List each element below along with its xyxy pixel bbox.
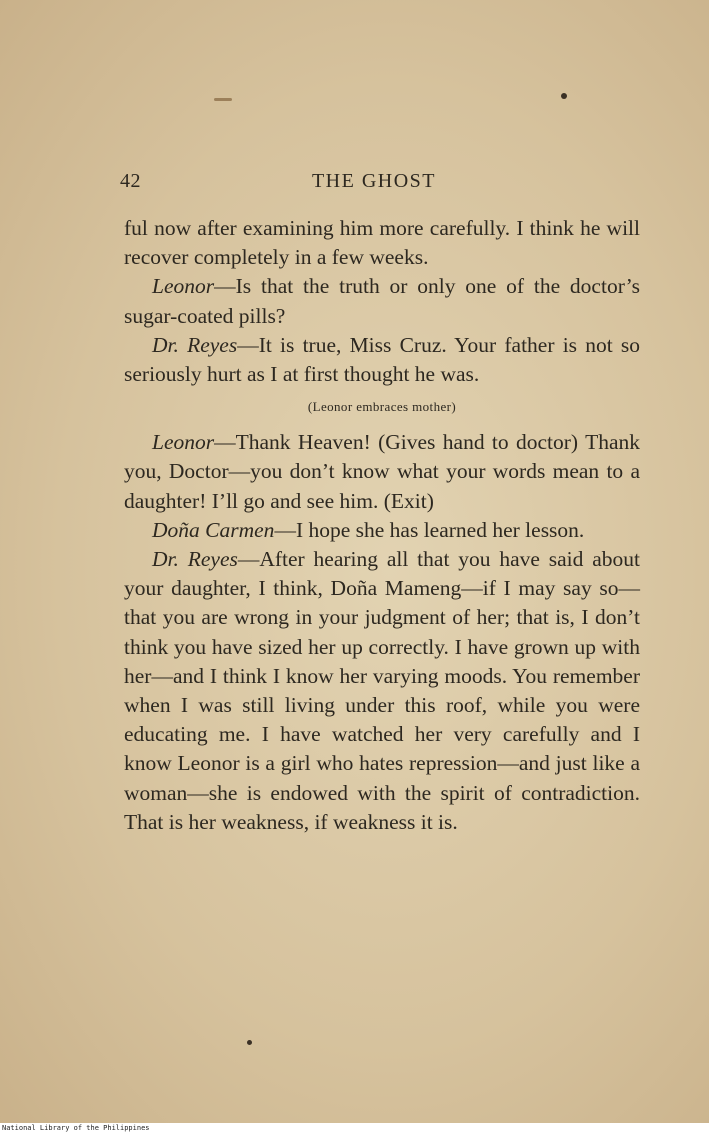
dialogue-paragraph [124,545,640,837]
dialogue-paragraph [124,516,640,545]
speaker-name: Leonor [152,430,215,455]
page-body [124,214,640,837]
running-title: THE GHOST [311,170,437,192]
speaker-name: Leonor [152,274,215,299]
stage-direction: (Leonor embraces mother) [307,399,457,415]
paragraph [124,214,640,272]
speaker-name: Dr. Reyes [152,547,238,572]
dialogue-text: —It is true, Miss Cruz. Your father is not so seriously hurt as I at first thought he was. [124,332,641,387]
ink-spot [247,1040,252,1045]
dialogue-paragraph [124,272,640,330]
page-header [120,170,640,198]
scan-credit-footer: National Library of the Philippines [0,1123,709,1133]
dialogue-paragraph [124,428,640,516]
dialogue-text: —Is that the truth or only one of the doctor’s sugar-coated pills? [124,274,640,328]
paragraph-text: ful now after examining him more carefully. I think he will recover completely in a few weeks. [124,216,640,270]
dialogue-paragraph [124,331,640,389]
page-number: 42 [120,170,141,192]
dialogue-text: —After hearing all that you have said about your daughter, I think, Doña Mameng—if I may say so—that you are wrong in your judgment of her; that is, I don’t think you have sized her up correctly. I have grown up with her—and I think I know her varying moods. You remember when I was still living under this roof, while you were educating me. I have watched her very carefully and I know Leonor is a girl who hates repression—and just like a woman—she is endowed with the spirit of contradiction. That is her weakness, if weakness it is. [124,547,641,834]
stain-mark [214,98,232,101]
dialogue-text: —I hope she has learned her lesson. [274,517,585,542]
ink-spot [561,93,567,99]
speaker-name: Dr. Reyes [152,332,238,357]
dialogue-text: —Thank Heaven! (Gives hand to doctor) Thank you, Doctor—you don’t know what your words mean to a daughter! I’ll go and see him. (Exit) [124,430,640,513]
speaker-name: Doña Carmen [152,517,275,542]
